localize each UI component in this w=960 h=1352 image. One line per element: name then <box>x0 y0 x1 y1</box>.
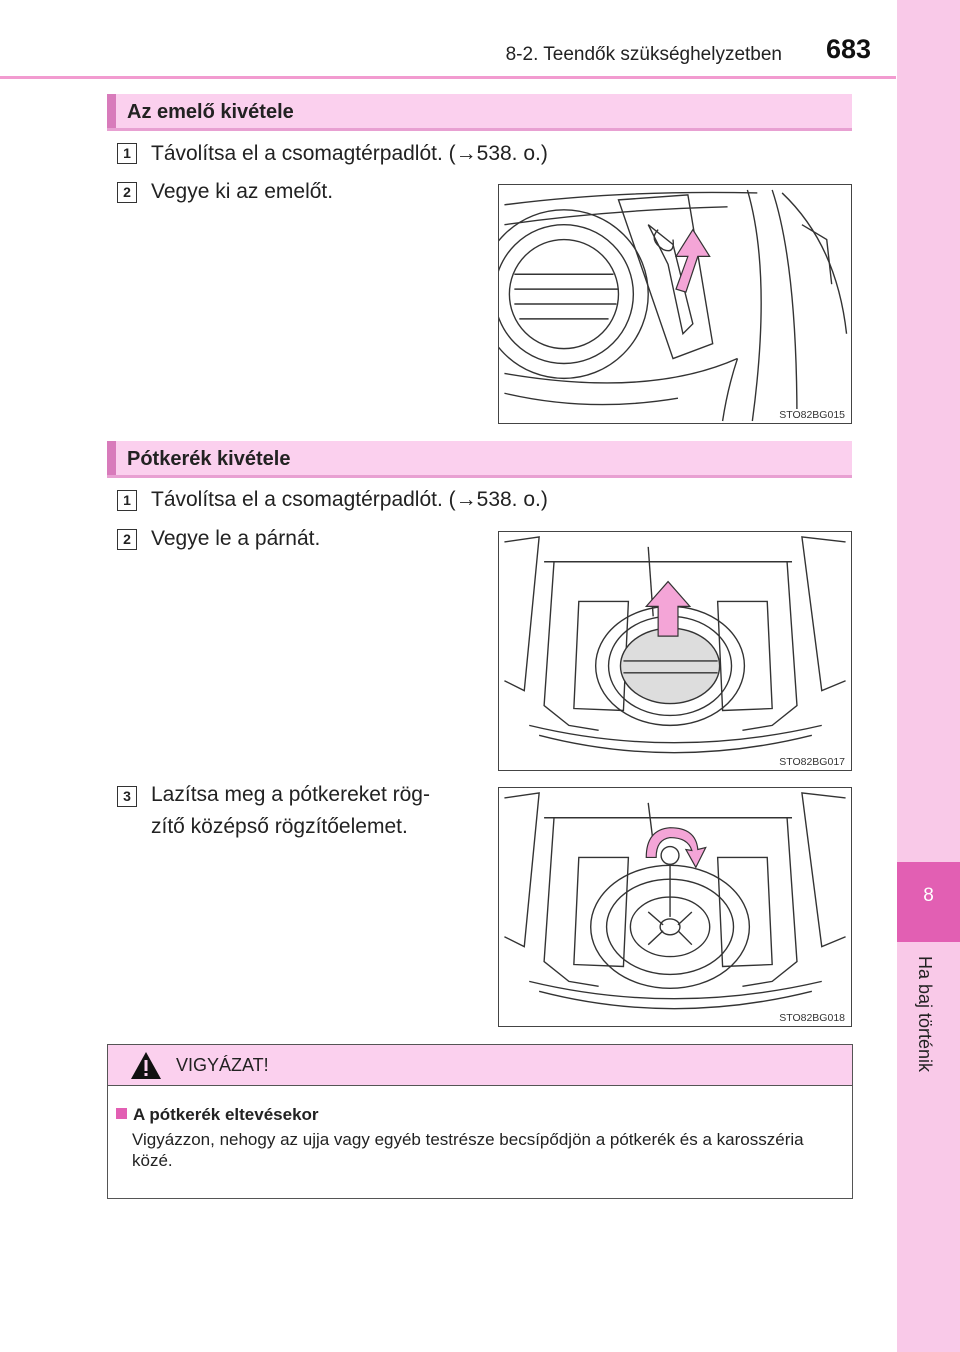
figure-code: STO82BG018 <box>779 1012 845 1024</box>
caution-title: VIGYÁZAT! <box>176 1055 269 1075</box>
caution-body: Vigyázzon, nehogy az ujja vagy egyéb testrésze becsípődjön a pótkerék és a karosszéria közé. <box>132 1130 804 1170</box>
header-divider <box>0 76 896 79</box>
caution-box <box>107 1044 853 1199</box>
step-text: Távolítsa el a csomagtérpadlót. (→538. o.) <box>151 142 548 165</box>
chapter-label: Ha baj történik <box>915 956 935 1073</box>
caution-header <box>108 1045 852 1086</box>
section-header-spare-tire <box>107 441 852 478</box>
step-number: 1 <box>117 143 137 164</box>
step-text-line2: zítő középső rögzítőelemet. <box>151 815 408 838</box>
page-number: 683 <box>826 34 872 64</box>
step-text: Vegye le a párnát. <box>151 527 321 550</box>
section-header-bar <box>107 94 116 128</box>
section-title: Az emelő kivétele <box>127 101 294 123</box>
warning-triangle-icon <box>130 1051 162 1080</box>
step-text-line1: Lazítsa meg a pótkereket rög- <box>151 783 430 806</box>
chapter-number: 8 <box>923 885 934 906</box>
jack-removal-illustration <box>498 184 852 424</box>
spare-tire-drawing <box>499 788 851 1026</box>
caution-subtitle <box>116 1105 319 1125</box>
bullet-square-icon <box>116 1108 127 1119</box>
spare-tire-release-illustration <box>498 787 852 1027</box>
section-header-jack <box>107 94 852 131</box>
step-number: 1 <box>117 490 137 511</box>
section-header-bar <box>107 441 116 475</box>
step-text: Vegye ki az emelőt. <box>151 180 334 203</box>
step-number: 3 <box>117 786 137 807</box>
figure-code: STO82BG015 <box>779 409 845 421</box>
chapter-title: 8-2. Teendők szükséghelyzetben <box>505 44 782 65</box>
step-text: Távolítsa el a csomagtérpadlót. (→538. o.) <box>151 488 548 511</box>
step-number: 2 <box>117 529 137 550</box>
caution-subtitle-text: A pótkerék eltevésekor <box>133 1105 319 1124</box>
chapter-side-tab <box>897 0 960 1352</box>
jack-compartment-drawing <box>499 185 851 423</box>
figure-code: STO82BG017 <box>779 756 845 768</box>
step-number: 2 <box>117 182 137 203</box>
section-title: Pótkerék kivétele <box>127 448 291 470</box>
cushion-removal-illustration <box>498 531 852 771</box>
trunk-cushion-drawing <box>499 532 851 770</box>
